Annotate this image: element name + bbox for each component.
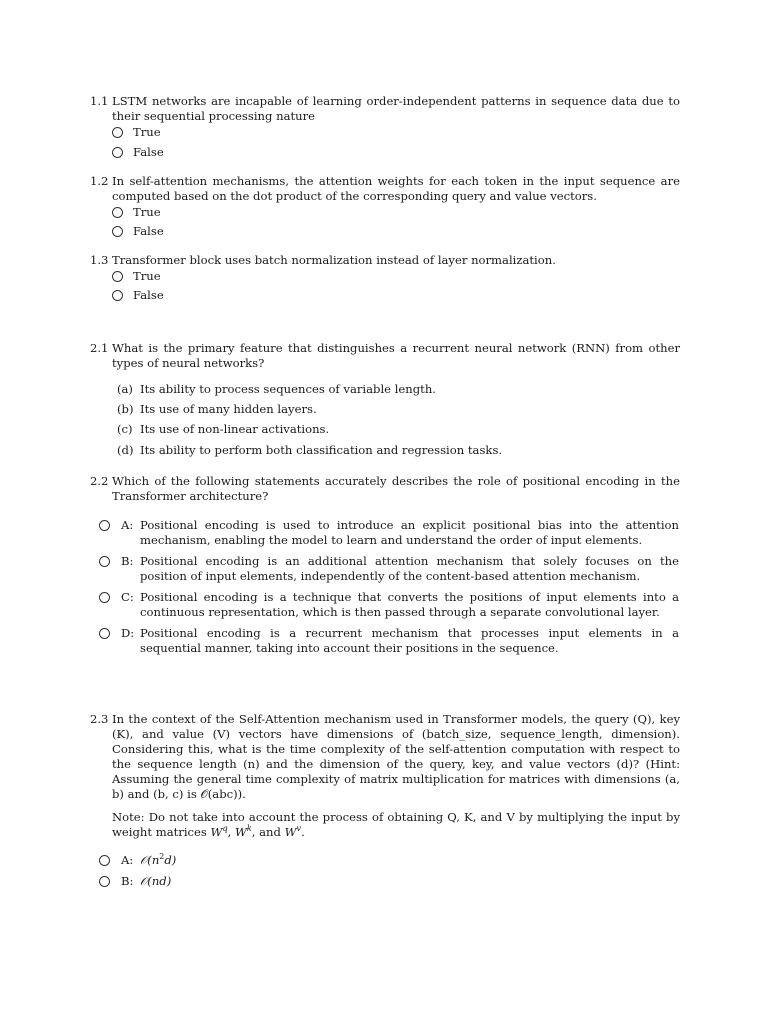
note-mid: , and (251, 825, 281, 839)
question-1-2 (90, 174, 680, 204)
radio-button[interactable] (112, 207, 123, 218)
question-text: In self-attention mechanisms, the attention weights for each token in the input sequence are computed based on the dot product of the corresponding query and value vectors. (112, 174, 680, 203)
math-text: 𝒪(nd) (140, 874, 172, 888)
option-true[interactable] (112, 268, 161, 284)
math-sup: 2 (159, 852, 165, 861)
option-label: False (133, 287, 164, 302)
radio-button[interactable] (112, 290, 123, 301)
option-label: False (133, 144, 164, 159)
option-text (140, 853, 679, 868)
question-text: In the context of the Self-Attention mechanism used in Transformer models, the query (Q), key (K), and value (V) vectors have dimensions of (batch_size, sequence_length, dimension). Considering this, what is the time complexity of the self-attention computation with respect to the sequence length (n) and the dimension of the query, key, and value vectors (d)? (Hint: Assuming the general time complexity of matrix multiplication for matrices with dimensions (a, b) and (b, c) is 𝒪(abc)). (112, 712, 680, 801)
question-number: 2.3 (90, 712, 109, 726)
item-text: Its use of many hidden layers. (140, 402, 317, 416)
question-number: 1.3 (90, 253, 109, 267)
math-wq (211, 825, 228, 839)
math-wk (235, 825, 252, 839)
note-prefix: Note: Do not take into account the process of obtaining Q, K, and V by multiplying the input by weight matrices (112, 810, 680, 839)
radio-button[interactable] (112, 127, 123, 138)
option-false[interactable] (112, 144, 164, 160)
option-label: True (133, 204, 161, 219)
item-text: Its ability to process sequences of variable length. (140, 382, 436, 396)
option-label: True (133, 124, 161, 139)
radio-button[interactable] (112, 226, 123, 237)
math-pre: 𝒪(n (140, 853, 160, 867)
math-base: W (284, 825, 297, 839)
item-text: Its use of non-linear activations. (140, 422, 330, 436)
option-b[interactable] (99, 874, 679, 889)
option-true[interactable] (112, 124, 161, 140)
radio-button[interactable] (99, 556, 110, 567)
math-sup: q (222, 824, 228, 833)
math-sup: k (246, 824, 252, 833)
option-text: Positional encoding is used to introduce an explicit positional bias into the attention mechanism, enabling the model to learn and understand the order of input elements. (140, 518, 679, 547)
math-base: W (210, 825, 223, 839)
question-1-1 (90, 94, 680, 124)
list-item (117, 422, 329, 437)
option-d[interactable] (99, 626, 679, 656)
option-letter: B: (121, 554, 134, 568)
note-end: . (301, 825, 305, 839)
item-label: (d) (117, 443, 134, 457)
list-item (117, 443, 502, 458)
option-true[interactable] (112, 204, 161, 220)
question-text: Which of the following statements accurately describes the role of positional encoding in the Transformer architecture? (112, 474, 680, 503)
option-label: True (133, 268, 161, 283)
math-post: d) (164, 853, 177, 867)
radio-button[interactable] (99, 520, 110, 531)
math-wv (285, 825, 301, 839)
question-number: 1.2 (90, 174, 109, 188)
option-text: Positional encoding is an additional attention mechanism that solely focuses on the position of input elements, independently of the content-based attention mechanism. (140, 554, 679, 583)
question-2-3 (90, 712, 680, 802)
option-text: Positional encoding is a recurrent mechanism that processes input elements in a sequential manner, taking into account their positions in the sequence. (140, 626, 679, 655)
question-text: Transformer block uses batch normalization instead of layer normalization. (112, 253, 556, 267)
item-label: (c) (117, 422, 133, 436)
question-number: 2.2 (90, 474, 109, 488)
question-text: What is the primary feature that distinguishes a recurrent neural network (RNN) from other types of neural networks? (112, 341, 680, 370)
option-label: False (133, 223, 164, 238)
option-letter: A: (121, 853, 134, 867)
option-text (140, 874, 679, 889)
question-note (90, 810, 680, 840)
radio-button[interactable] (112, 147, 123, 158)
option-false[interactable] (112, 287, 164, 303)
option-a[interactable] (99, 518, 679, 548)
radio-button[interactable] (112, 271, 123, 282)
question-1-3 (90, 253, 680, 268)
question-number: 1.1 (90, 94, 109, 108)
question-number: 2.1 (90, 341, 109, 355)
radio-button[interactable] (99, 876, 110, 887)
question-text: LSTM networks are incapable of learning order-independent patterns in sequence data due to their sequential processing nature (112, 94, 680, 123)
list-item (117, 382, 436, 397)
item-text: Its ability to perform both classification and regression tasks. (140, 443, 503, 457)
option-c[interactable] (99, 590, 679, 620)
list-item (117, 402, 317, 417)
item-label: (b) (117, 402, 134, 416)
radio-button[interactable] (99, 855, 110, 866)
math-base: W (234, 825, 247, 839)
option-letter: C: (121, 590, 134, 604)
item-label: (a) (117, 382, 133, 396)
question-2-1 (90, 341, 680, 371)
option-letter: A: (121, 518, 134, 532)
option-false[interactable] (112, 223, 164, 239)
option-text: Positional encoding is a technique that converts the positions of input elements into a continuous representation, which is then passed through a separate convolutional layer. (140, 590, 679, 619)
option-letter: B: (121, 874, 134, 888)
radio-button[interactable] (99, 592, 110, 603)
option-a[interactable] (99, 853, 679, 868)
question-2-2 (90, 474, 680, 504)
option-b[interactable] (99, 554, 679, 584)
note-text: Note: Do not take into account the process of obtaining Q, K, and V by multiplying the input by weight matrices $W^q$, $W^k$, and $W^v$. (112, 810, 680, 839)
option-letter: D: (121, 626, 135, 640)
radio-button[interactable] (99, 628, 110, 639)
math-sup: v (296, 824, 302, 833)
